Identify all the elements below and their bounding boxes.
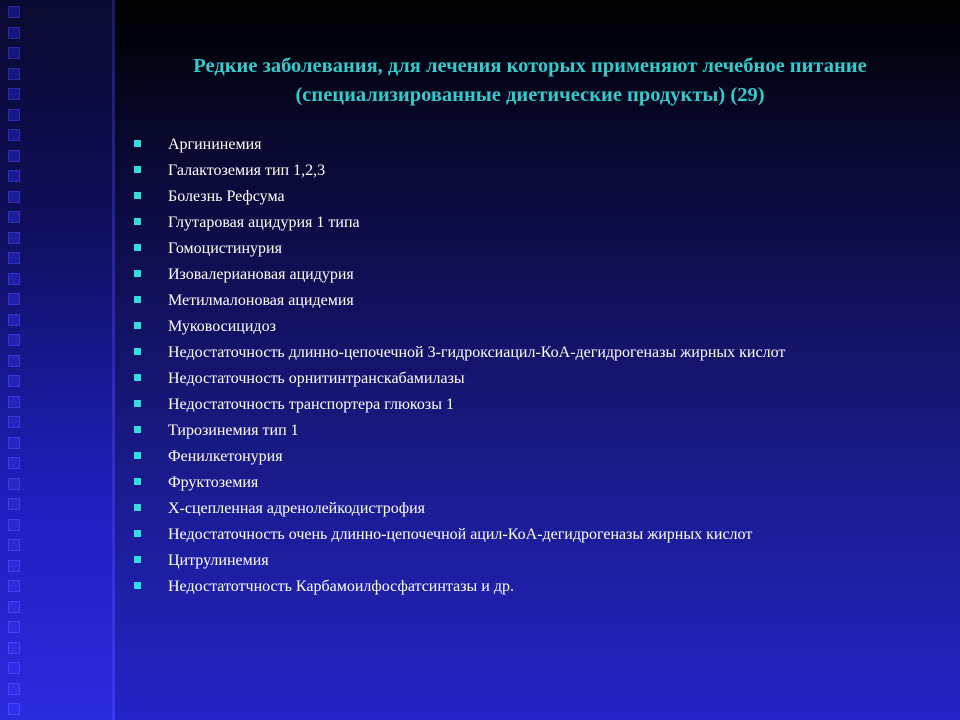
sidebar-square — [8, 519, 20, 531]
sidebar-square — [8, 273, 20, 285]
square-bullet-icon — [134, 166, 141, 173]
sidebar-square — [8, 129, 20, 141]
sidebar-square — [8, 109, 20, 121]
sidebar-square — [8, 683, 20, 695]
list-item — [134, 444, 934, 470]
list-item — [134, 548, 934, 574]
square-bullet-icon — [134, 478, 141, 485]
sidebar-square — [8, 6, 20, 18]
list-item-text: Недостаточность длинно-цепочечной 3-гидроксиацил-КоА-дегидрогеназы жирных кислот — [168, 344, 786, 361]
sidebar-square — [8, 252, 20, 264]
list-item — [134, 184, 934, 210]
list-item — [134, 236, 934, 262]
list-item-text: Аргининемия — [168, 136, 262, 153]
square-bullet-icon — [134, 426, 141, 433]
list-item — [134, 392, 934, 418]
list-item-text: Болезнь Рефсума — [168, 188, 285, 205]
slide-title-line-1: Редкие заболевания, для лечения которых применяют лечебное питание — [193, 55, 867, 77]
sidebar-square-pattern — [8, 0, 24, 720]
slide-title-line-2: (специализированные диетические продукты) (29) — [295, 84, 765, 106]
sidebar-square — [8, 170, 20, 182]
list-item — [134, 288, 934, 314]
list-item-text: Тирозинемия тип 1 — [168, 422, 299, 439]
square-bullet-icon — [134, 192, 141, 199]
sidebar-square — [8, 539, 20, 551]
list-item-text: Изовалериановая ацидурия — [168, 266, 354, 283]
list-item-text: Недостаточность транспортера глюкозы 1 — [168, 396, 454, 413]
square-bullet-icon — [134, 504, 141, 511]
list-item — [134, 158, 934, 184]
sidebar-square — [8, 68, 20, 80]
list-item-text: Фенилкетонурия — [168, 448, 283, 465]
sidebar-square — [8, 498, 20, 510]
sidebar-square — [8, 334, 20, 346]
list-item-text: Фруктоземия — [168, 474, 259, 491]
sidebar-square — [8, 314, 20, 326]
square-bullet-icon — [134, 556, 141, 563]
sidebar-square — [8, 293, 20, 305]
square-bullet-icon — [134, 244, 141, 251]
sidebar-square — [8, 703, 20, 715]
list-item-text: Недостаточность орнитинтранскабамилазы — [168, 370, 465, 387]
list-item-text: Цитрулинемия — [168, 552, 269, 569]
sidebar-square — [8, 27, 20, 39]
sidebar-square — [8, 47, 20, 59]
sidebar-square — [8, 416, 20, 428]
list-item-text: Х-сцепленная адренолейкодистрофия — [168, 500, 426, 517]
square-bullet-icon — [134, 296, 141, 303]
sidebar-square — [8, 150, 20, 162]
square-bullet-icon — [134, 400, 141, 407]
square-bullet-icon — [134, 322, 141, 329]
sidebar-square — [8, 580, 20, 592]
list-item-text: Недостаточность очень длинно-цепочечной ацил-КоА-дегидрогеназы жирных кислот — [168, 526, 753, 543]
square-bullet-icon — [134, 530, 141, 537]
list-item-text: Галактоземия тип 1,2,3 — [168, 162, 326, 179]
sidebar-square — [8, 601, 20, 613]
list-item — [134, 262, 934, 288]
sidebar-square — [8, 560, 20, 572]
sidebar-square — [8, 662, 20, 674]
list-item-text: Муковосицидоз — [168, 318, 276, 335]
sidebar-square — [8, 437, 20, 449]
square-bullet-icon — [134, 452, 141, 459]
list-item — [134, 314, 934, 340]
square-bullet-icon — [134, 348, 141, 355]
list-item — [134, 574, 934, 600]
list-item — [134, 340, 934, 366]
list-item-text: Глутаровая ацидурия 1 типа — [168, 214, 360, 231]
slide-title — [130, 52, 930, 110]
square-bullet-icon — [134, 270, 141, 277]
list-item-text: Гомоцистинурия — [168, 240, 282, 257]
square-bullet-icon — [134, 140, 141, 147]
square-bullet-icon — [134, 218, 141, 225]
list-item — [134, 418, 934, 444]
sidebar-square — [8, 355, 20, 367]
square-bullet-icon — [134, 582, 141, 589]
sidebar-square — [8, 621, 20, 633]
sidebar-square — [8, 457, 20, 469]
sidebar-square — [8, 478, 20, 490]
sidebar-edge — [112, 0, 115, 720]
sidebar-square — [8, 191, 20, 203]
sidebar-square — [8, 396, 20, 408]
list-item-text: Недостатотчность Карбамоилфосфатсинтазы и др. — [168, 578, 514, 595]
list-item — [134, 366, 934, 392]
sidebar-square — [8, 642, 20, 654]
list-item — [134, 132, 934, 158]
list-item-text: Метилмалоновая ацидемия — [168, 292, 354, 309]
list-item — [134, 210, 934, 236]
sidebar-square — [8, 88, 20, 100]
disease-list — [134, 132, 934, 600]
square-bullet-icon — [134, 374, 141, 381]
sidebar-square — [8, 211, 20, 223]
list-item — [134, 496, 934, 522]
list-item — [134, 470, 934, 496]
decorative-sidebar — [0, 0, 115, 720]
sidebar-square — [8, 375, 20, 387]
sidebar-square — [8, 232, 20, 244]
list-item — [134, 522, 934, 548]
